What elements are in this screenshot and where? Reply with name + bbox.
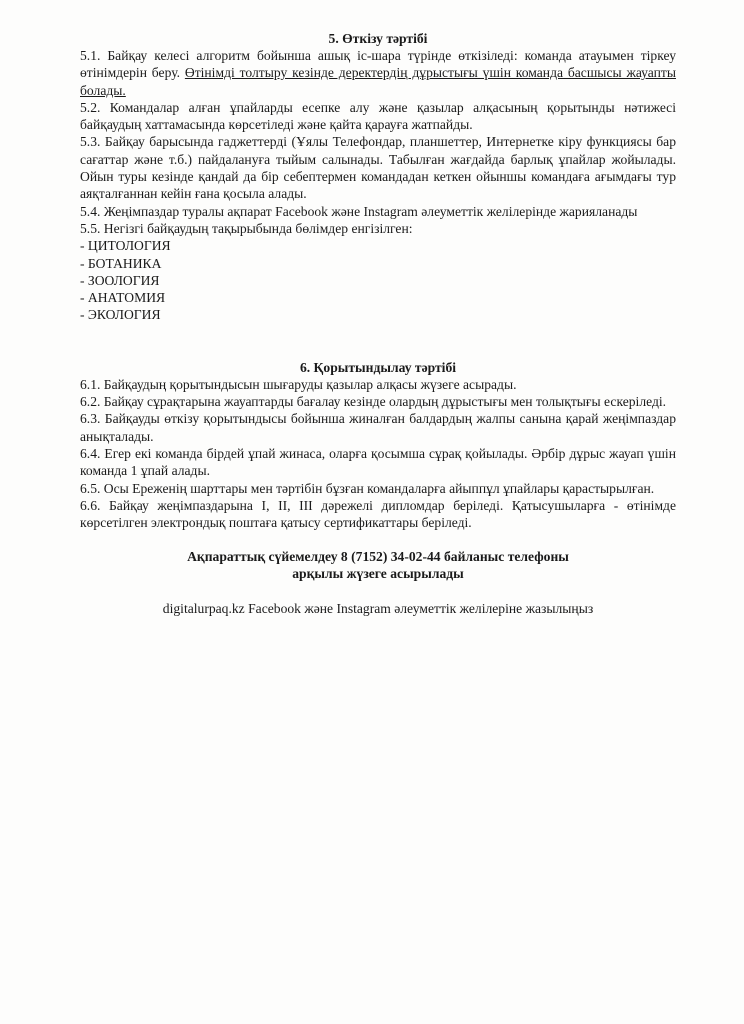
spacer [80,324,676,359]
footer-subscribe: digitalurpaq.kz Facebook және Instagram әлеуметтік желілеріне жазылыңыз [162,601,594,617]
paragraph-5-1 [80,47,676,99]
paragraph-6-3: 6.3. Байқауды өткізу қорытындысы бойынша жиналған балдардың жалпы санына қарай жеңімпаздар анықталады. [80,411,676,444]
list-item-cytology: - ЦИТОЛОГИЯ [80,238,171,254]
section-5-title: 5. Өткізу тәртібі [328,31,428,46]
spacer [80,582,676,600]
paragraph-6-2: 6.2. Байқау сұрақтарына жауаптарды бағалау кезінде олардың дұрыстығы мен толықтығы ескеріледі. [80,394,667,410]
paragraph-5-2: 5.2. Командалар алған ұпайларды есепке алу және қазылар алқасының қорытынды нәтижесі байқаудың хаттамасында көрсетіледі және қайта қарауға жатпайды. [80,99,676,133]
paragraph-6-5: 6.5. Осы Ереженің шарттары мен тәртібін бұзған командаларға айыппұл ұпайлары қарастырылған. [80,480,655,496]
footer-contact-line-2: арқылы жүзеге асырылады [292,566,464,582]
paragraph-6-1: 6.1. Байқаудың қорытындысын шығаруды қазылар алқасы жүзеге асырады. [80,376,517,392]
list-item-anatomy: - АНАТОМИЯ [80,290,166,306]
list-item-ecology: - ЭКОЛОГИЯ [80,307,161,323]
paragraph-6-4: 6.4. Егер екі команда бірдей ұпай жинаса, оларға қосымша сұрақ қойылады. Әрбір дұрыс жауап үшін команда 1 ұпай алады. [80,445,676,479]
paragraph-5-4: 5.4. Жеңімпаздар туралы ақпарат Facebook және Instagram әлеуметтік желілерінде жарияланады [80,203,638,219]
list-item-zoology: - ЗООЛОГИЯ [80,272,160,288]
spacer [80,531,676,548]
paragraph-5-3: 5.3. Байқау барысында гаджеттерді (Ұялы Телефондар, планшеттер, Интернетке кіру функциясы бар сағаттар және т.б.) пайдалануға тыйым салынады. Табылған жағдайда барлық ұпайлар жойылады. Ойын туры кезінде қандай да бір себептермен командадан кеткен ойыншы командаға ағымдағы тур аяқталғаннан кейін ғана қосыла алады. [80,134,676,202]
paragraph-6-6: 6.6. Байқау жеңімпаздарына I, II, III дәрежелі дипломдар беріледі. Қатысушыларға - өтінімде көрсетілген электрондық поштаға қатысу сертификаттары беріледі. [80,497,676,531]
list-item-botany: - БОТАНИКА [80,255,162,271]
section-6-title: 6. Қорытындылау тәртібі [299,359,457,375]
paragraph-5-1-text: 5.1. Байқау келесі алгоритм бойынша ашық іс-шара түрінде өткізіледі: команда атауымен тіркеу өтінімдерін беру. [80,48,676,81]
paragraph-5-1-underlined: Өтінімді толтыру кезінде деректердің дұрыстығы үшін команда басшысы жауапты болады. [80,65,676,98]
footer-contact-line-1: Ақпараттық сүйемелдеу 8 (7152) 34-02-44 байланыс телефоны [187,549,569,565]
paragraph-5-5: 5.5. Негізгі байқаудың тақырыбында бөлімдер енгізілген: [80,220,413,236]
